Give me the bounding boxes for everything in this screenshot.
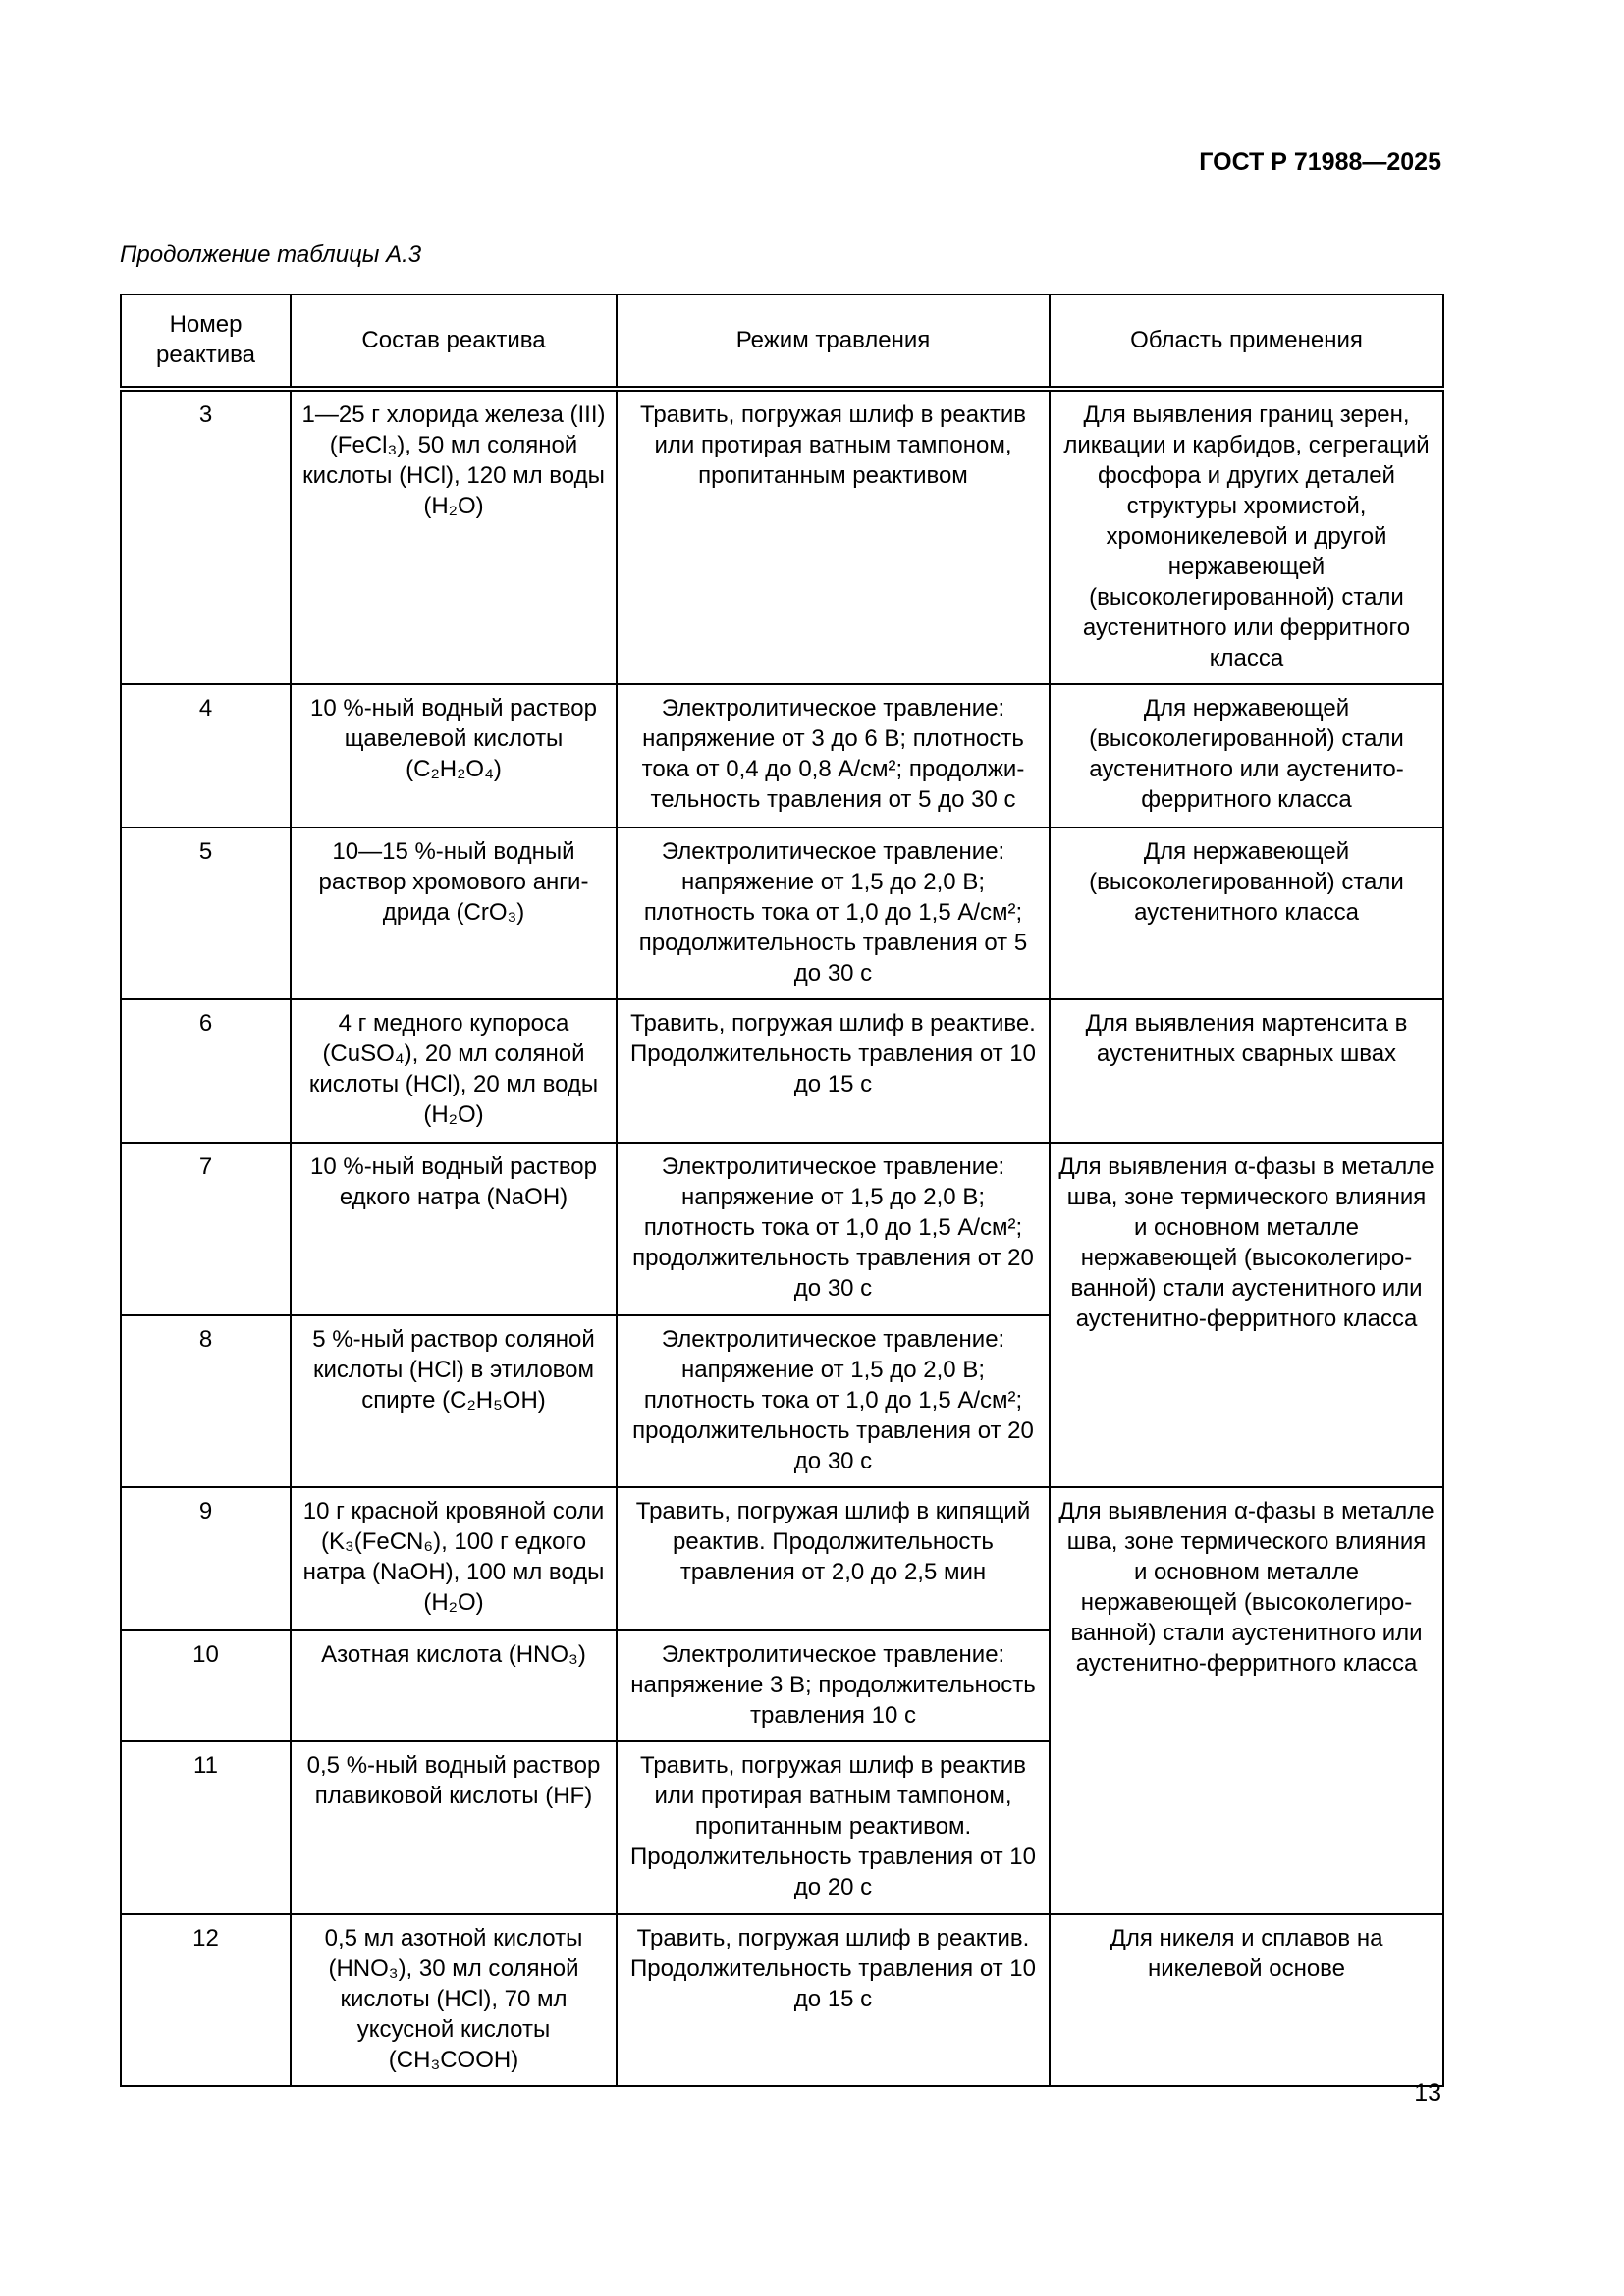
cell-application: Для выявления α-фазы в металле шва, зоне термического влияния и основном металле нержавеющей (высоколегированной) стали аустенитного или аустенитно-ферритного класса — [1050, 1143, 1443, 1487]
cell-reagent-number: 8 — [121, 1315, 291, 1487]
cell-composition: 10 %-ный водный раствор щавелевой кислоты (C₂H₂O₄) — [291, 684, 617, 828]
table-row — [121, 684, 1443, 828]
table-row — [121, 999, 1443, 1143]
cell-composition: 10 %-ный водный раствор едкого натра (NaOH) — [291, 1143, 617, 1315]
reagents-table — [120, 294, 1444, 2087]
cell-reagent-number: 11 — [121, 1741, 291, 1914]
col-header-reagent-number: Номер реактива — [121, 294, 291, 389]
cell-reagent-number: 9 — [121, 1487, 291, 1630]
cell-composition: 1—25 г хлорида железа (III) (FeCl₃), 50 мл соляной кислоты (HCl), 120 мл воды (H₂O) — [291, 389, 617, 684]
cell-composition: 5 %-ный раствор соляной кислоты (HCl) в этиловом спирте (C₂H₅OH) — [291, 1315, 617, 1487]
cell-composition: 4 г медного купороса (CuSO₄), 20 мл соляной кислоты (HCl), 20 мл воды (H₂O) — [291, 999, 617, 1143]
cell-reagent-number: 7 — [121, 1143, 291, 1315]
cell-application: Для выявления границ зерен, ликвации и карбидов, сегрегаций фосфора и других деталей структуры хромистой, хромоникелевой и другой нержавеющей (высоколегированной) стали аустенитного или ферритного класса — [1050, 389, 1443, 684]
cell-application: Для нержавеющей (высоколегированной) стали аустенитного или аустенито-ферритного класса — [1050, 684, 1443, 828]
cell-etching-mode: Травить, погружая шлиф в реактиве. Продолжительность травления от 10 до 15 с — [617, 999, 1050, 1143]
col-header-composition: Состав реактива — [291, 294, 617, 389]
table-row — [121, 1143, 1443, 1315]
cell-etching-mode: Травить, погружая шлиф в кипящий реактив. Продолжительность травления от 2,0 до 2,5 мин — [617, 1487, 1050, 1630]
cell-application: Для выявления α-фазы в металле шва, зоне термического влияния и основном металле нержавеющей (высоколегированной) стали аустенитного или аустенитно-ферритного класса — [1050, 1487, 1443, 1914]
table-row — [121, 1914, 1443, 2086]
cell-etching-mode: Электролитическое травление: напряжение 3 В; продолжительность травления 10 с — [617, 1630, 1050, 1741]
cell-etching-mode: Электролитическое травление: напряжение от 1,5 до 2,0 В; плотность тока от 1,0 до 1,5 А/см²; продолжительность травления от 20 до 30 с — [617, 1143, 1050, 1315]
table-caption: Продолжение таблицы А.3 — [120, 241, 422, 268]
cell-etching-mode: Травить, погружая шлиф в реактив. Продолжительность травления от 10 до 15 с — [617, 1914, 1050, 2086]
table-header-row — [121, 294, 1443, 389]
cell-reagent-number: 4 — [121, 684, 291, 828]
cell-etching-mode: Электролитическое травление: напряжение от 1,5 до 2,0 В; плотность тока от 1,0 до 1,5 А/см²; продолжительность травления от 5 до 30 с — [617, 828, 1050, 999]
cell-composition: 10 г красной кровяной соли (K₃(FeCN₆), 100 г едкого натра (NaOH), 100 мл воды (H₂O) — [291, 1487, 617, 1630]
cell-reagent-number: 10 — [121, 1630, 291, 1741]
cell-etching-mode: Электролитическое травление: напряжение от 1,5 до 2,0 В; плотность тока от 1,0 до 1,5 А/см²; продолжительность травления от 20 до 30 с — [617, 1315, 1050, 1487]
cell-composition: 0,5 %-ный водный раствор плавиковой кислоты (HF) — [291, 1741, 617, 1914]
cell-etching-mode: Травить, погружая шлиф в реактив или протирая ватным тампоном, пропитанным реактивом — [617, 389, 1050, 684]
cell-reagent-number: 5 — [121, 828, 291, 999]
cell-reagent-number: 6 — [121, 999, 291, 1143]
cell-composition: 0,5 мл азотной кислоты (HNO₃), 30 мл соляной кислоты (HCl), 70 мл уксусной кислоты (CH₃COOH) — [291, 1914, 617, 2086]
cell-application: Для никеля и сплавов на никелевой основе — [1050, 1914, 1443, 2086]
cell-etching-mode: Электролитическое травление: напряжение от 3 до 6 В; плотность тока от 0,4 до 0,8 А/см²; продолжительность травления от 5 до 30 с — [617, 684, 1050, 828]
doc-number: ГОСТ Р 71988—2025 — [1199, 148, 1441, 176]
page-number: 13 — [1414, 2079, 1441, 2107]
cell-composition: Азотная кислота (HNO₃) — [291, 1630, 617, 1741]
col-header-application: Область применения — [1050, 294, 1443, 389]
col-header-etching-mode: Режим травления — [617, 294, 1050, 389]
cell-reagent-number: 12 — [121, 1914, 291, 2086]
table-row — [121, 1487, 1443, 1630]
table-row — [121, 828, 1443, 999]
cell-reagent-number: 3 — [121, 389, 291, 684]
cell-etching-mode: Травить, погружая шлиф в реактив или протирая ватным тампоном, пропитанным реактивом. Продолжительность травления от 10 до 20 с — [617, 1741, 1050, 1914]
cell-application: Для нержавеющей (высоколегированной) стали аустенитного класса — [1050, 828, 1443, 999]
table-row — [121, 389, 1443, 684]
cell-composition: 10—15 %-ный водный раствор хромового ангидрида (CrO₃) — [291, 828, 617, 999]
cell-application: Для выявления мартенсита в аустенитных сварных швах — [1050, 999, 1443, 1143]
